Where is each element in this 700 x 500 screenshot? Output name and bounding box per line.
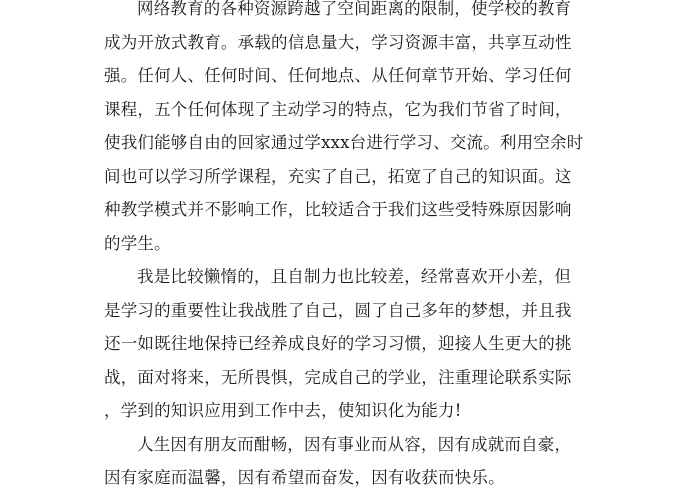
paragraph-2-line-1: 我是比较懒惰的，且自制力也比较差，经常喜欢开小差，但 <box>137 267 572 286</box>
paragraph-2-line-5: ，学到的知识应用到工作中去，使知识化为能力! <box>104 401 462 420</box>
paragraph-1-line-3: 强。任何人、任何时间、任何地点、从任何章节开始、学习任何 <box>104 66 572 85</box>
paragraph-2-line-2: 是学习的重要性让我战胜了自己，圆了自己多年的梦想，并且我 <box>104 300 572 320</box>
paragraph-1-line-1: 网络教育的各种资源跨越了空间距离的限制，使学校的教育 <box>137 0 572 18</box>
paragraph-1-line-7: 种教学模式并不影响工作，比较适合于我们这些受特殊原因影响 <box>104 200 572 219</box>
paragraph-3-line-1: 人生因有朋友而酣畅，因有事业而从容，因有成就而自豪， <box>137 434 572 454</box>
document-body <box>104 0 594 495</box>
paragraph-1-line-5: 使我们能够自由的回家通过学xxx台进行学习、交流。利用空余时 <box>104 133 584 152</box>
paragraph-1-line-4: 课程，五个任何体现了主动学习的特点，它为我们节省了时间， <box>104 99 572 119</box>
paragraph-1-line-2: 成为开放式教育。承载的信息量大，学习资源丰富，共享互动性 <box>104 32 572 52</box>
paragraph-1-line-6: 间也可以学习所学课程，充实了自己，拓宽了自己的知识面。这 <box>104 166 572 186</box>
paragraph-3-line-2: 因有家庭而温馨，因有希望而奋发，因有收获而快乐。 <box>104 468 505 487</box>
paragraph-1-line-8: 的学生。 <box>104 233 171 253</box>
paragraph-2-line-4: 战，面对将来，无所畏惧，完成自己的学业，注重理论联系实际 <box>104 367 572 387</box>
paragraph-2-line-3: 还一如既往地保持已经养成良好的学习习惯，迎接人生更大的挑 <box>104 334 572 353</box>
